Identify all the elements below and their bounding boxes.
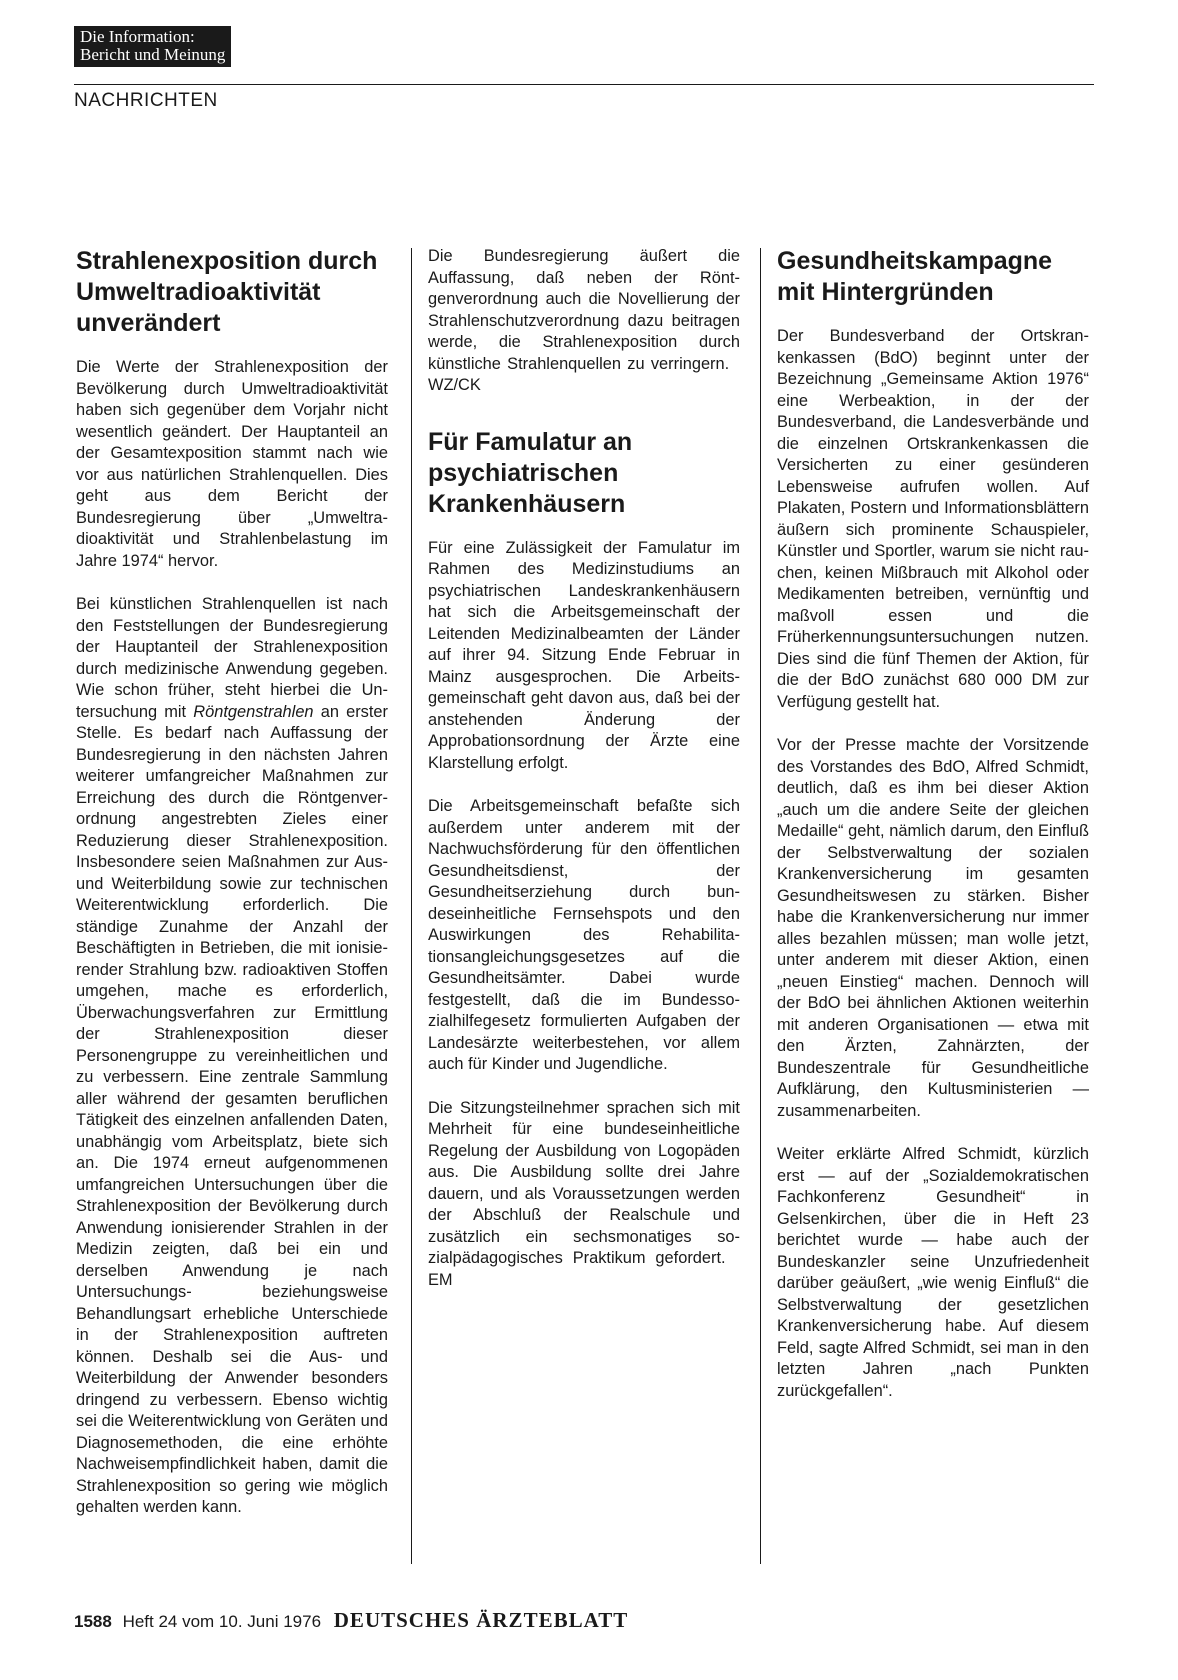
page-footer <box>74 1608 628 1633</box>
article1-paragraph-1: Die Werte der Strahlenexposition der Bevölkerung durch Umweltradioaktivität haben sich gegenüber dem Vorjahr nicht wesentlich geändert. Der Hauptanteil an der Gesamtexposition stammt nach wie vor aus natürlichen Strahlenquellen. Dies geht aus dem Bericht der Bundesregierung über „Umweltradioaktivität und Strahlenbelastung im Jahre 1974“ hervor. <box>76 358 388 570</box>
article1-paragraph-2-text-a: Bei künstlichen Strahlenquellen ist nach den Feststellungen der Bundesregierung der Hauptanteil der Strahlenexposition durch medizinische Anwendung gegeben. Wie schon früher, steht hierbei die Untersuchung mit <box>76 595 388 721</box>
article1-title: Strahlenexposition durch Umweltradioaktivität unverändert <box>76 247 378 337</box>
article3-paragraph-3: Weiter erklärte Alfred Schmidt, kürzlich erst — auf der „Sozialdemokratischen Fachkonferenz Gesundheit“ in Gelsenkirchen, über die in Heft 23 berichtet wurde — habe auch der Bundeskanzler seine Unzufriedenheit darüber geäußert, „wie wenig Einfluß“ die Selbstverwaltung der gesetzlichen Krankenversicherung habe. Auf diesem Feld, sagte Alfred Schmidt, sei man in den letzten Jahren „nach Punkten zurückgefallen“. <box>777 1145 1089 1400</box>
article3-paragraph-1: Der Bundesverband der Ortskrankenkassen (BdO) beginnt unter der Bezeichnung „Gemeinsame Aktion 1976“ eine Werbeaktion, in der der Bundesverband, die Landesverbände und die einzelnen Ortskrankenkassen die Versicherten zu einer gesünderen Lebensweise aufrufen wollen. Auf Plakaten, Postern und Informationsblättern äußern sich prominente Schauspieler, Künstler und Sportler, warum sie nicht rauchen, keinen Mißbrauch mit Alkohol oder Medikamenten betreiben, vernünftig und maßvoll essen und die Früherkennungsuntersuchungen nutzen. Dies sind die fünf Themen der Aktion, für die der BdO zunächst 680 000 DM zur Verfügung gestellt hat. <box>777 327 1089 711</box>
article1-paragraph-2-text-b: an erster Stelle. Es bedarf nach Auffassung der Bundesregierung in den nächsten Jahren weiterer umfangreicher Maßnahmen zur Erreichung des durch die Röntgenverordnung angestrebten Zieles einer Reduzierung dieser Strahlenexposition. Insbesondere seien Maßnahmen zur Aus- und Weiterbildung sowie zur technischen Weiterentwicklung erforderlich. Die ständige Zunahme der Anzahl der Beschäftigten in Betrieben, die mit ionisierender Strahlung bzw. radioaktiven Stoffen umgehen, mache es erforderlich, Überwachungsverfahren zur Ermittlung der Strahlenexposition dieser Personengruppe zu vereinheitlichen und zu verbessern. Eine zentrale Sammlung aller während der gesamten beruflichen Tätigkeit des einzelnen anfallenden Daten, unabhängig vom Arbeitsplatz, biete sich an. Die 1974 erneut aufgenommenen umfangreichen Untersuchungen über die Strahlenexposition der Bevölkerung durch Anwendung ionisierender Strahlen in der Medizin zeigten, daß bei ein und derselben Anwendung je nach Untersuchungs- beziehungsweise Behandlungsart erhebliche Unterschiede in der Strahlenexposition auftreten können. Deshalb sei die Aus- und Weiterbildung der Anwender besonders dringend zu verbessern. Ebenso wichtig sei die Weiterentwicklung von Geräten und Diagnosemethoden, die eine erhöhte Nachweisempfindlichkeit haben, damit die Strahlenexposition so gering wie möglich gehalten werden kann. <box>76 702 388 1516</box>
section-badge <box>74 26 231 67</box>
page-number: 1588 <box>74 1612 112 1631</box>
article1-signature: WZ/CK <box>428 376 481 394</box>
article2-paragraph-3-text: Die Sitzungsteilnehmer sprachen sich mit Mehrheit für eine bundeseinheitliche Regelung der Ausbildung von Logopäden aus. Die Ausbildung sollte drei Jahre dauern, und als Voraussetzungen werden der Abschluß der Realschule und zusätzlich ein sechsmonatiges sozialpädagogisches Praktikum gefordert. <box>428 1098 740 1267</box>
journal-name: DEUTSCHES ÄRZTEBLATT <box>333 1608 629 1632</box>
column-divider-1 <box>411 248 412 1564</box>
article2-paragraph-3 <box>428 1098 740 1292</box>
article2-paragraph-2: Die Arbeitsgemeinschaft befaßte sich außerdem unter anderem mit der Nachwuchsförderung für den öffentlichen Gesundheitsdienst, der Gesundheitserziehung durch bundeseinheitliche Fernsehspots und den Auswirkungen des Rehabilitationsangleichungsgesetzes auf die Gesundheitsämter. Dabei wurde festgestellt, daß die im Bundessozialhilfegesetz formulierten Aufgaben der Landesärzte weiterbestehen, vor allem auch für Kinder und Jugendliche. <box>428 797 740 1073</box>
section-label: NACHRICHTEN <box>74 90 218 111</box>
badge-line-2: Bericht und Meinung <box>80 45 226 64</box>
article1-paragraph-2 <box>76 594 388 1519</box>
article2-paragraph-1: Für eine Zulässigkeit der Famulatur im Rahmen des Medizinstudiums an psychiatrischen Landeskrankenhäusern hat sich die Arbeitsgemeinschaft der Leitenden Medizinalbeamten der Länder auf ihrer 94. Sitzung Ende Februar in Mainz ausgesprochen. Die Arbeitsgemeinschaft geht davon aus, daß bei der anstehenden Änderung der Approbationsordnung der Ärzte eine Klarstellung erfolgt. <box>428 538 740 772</box>
column-divider-2 <box>760 248 761 1564</box>
article1-emphasis: Röntgenstrahlen <box>193 702 314 721</box>
badge-line-1: Die Information: <box>80 27 195 46</box>
header-rule <box>74 84 1094 85</box>
article1-paragraph-3-text: Die Bundesregierung äußert die Auffassung, daß neben der Röntgenverordnung auch die Novellierung der Strahlenschutzverordnung dazu beitragen werde, die Strahlenexposition durch künstliche Strahlenquellen zu verringern. <box>428 247 740 373</box>
article3-paragraph-2: Vor der Presse machte der Vorsitzende des Vorstandes des BdO, Alfred Schmidt, deutlich, daß es ihm bei dieser Aktion „auch um die andere Seite der gleichen Medaille“ geht, nämlich darum, den Einfluß der Selbstverwaltung der sozialen Krankenversicherung im gesamten Gesundheitswesen zu stärken. Bisher habe die Krankenversicherung nur immer alles bezahlen müssen; man wolle jetzt, unter anderem mit dieser Aktion, einen „neuen Einstieg“ machen. Dennoch will der BdO bei ähnlichen Aktionen weiterhin mit anderen Organisationen — etwa mit den Ärzten, Zahnärzten, der Bundeszentrale für Gesundheitliche Aufklärung, den Kultusministerien — zusammenarbeiten. <box>777 736 1089 1120</box>
article1-paragraph-3 <box>428 246 740 397</box>
article2-title: Für Famulatur an psychiatrischen Krankenhäusern <box>428 427 633 518</box>
column-2 <box>428 246 740 1313</box>
issue-info: Heft 24 vom 10. Juni 1976 <box>122 1612 322 1631</box>
article2-signature: EM <box>428 1270 453 1289</box>
column-1 <box>76 246 388 1541</box>
article3-title: Gesundheitskampagne mit Hintergründen <box>777 247 1053 306</box>
column-3 <box>777 246 1089 1424</box>
